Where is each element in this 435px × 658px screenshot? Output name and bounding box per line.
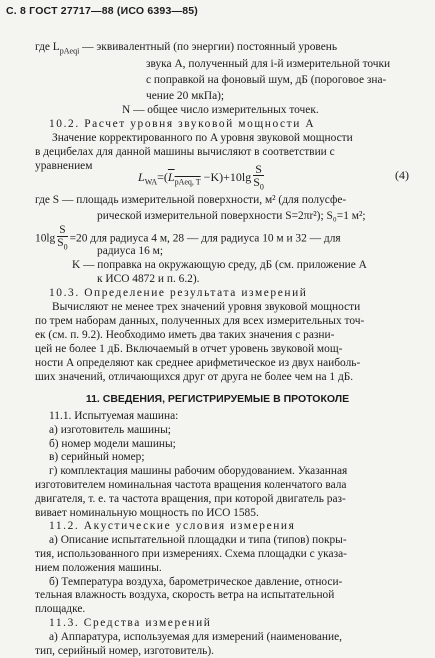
text-line: тип, серийный номер, изготовитель).: [35, 644, 215, 657]
equation-4: $L_{WA}=(L_{pAeq, T} -K)+10\lg$ $\frac{S}{S_0}$: [138, 162, 264, 192]
text-line: двигателя, т. е. та частота вращения, при которой двигатель раз-: [35, 492, 346, 505]
text-line: чение 20 мкПа);: [146, 90, 225, 102]
text-line: с поправкой на фоновый шум, дБ (пороговое зна-: [146, 74, 387, 86]
text-line: тия, использованного при измерениях. Схема площадки с указа-: [35, 548, 347, 560]
text-line: 11.1. Испытуемая машина:: [49, 410, 179, 422]
section-heading: 10.3. Определение результата измерений: [49, 287, 308, 299]
text-line: звука A, полученный для i-й измерительной точки: [146, 58, 391, 70]
text-line: ек (см. п. 9.2). Необходимо иметь два таких значения с разни-: [35, 329, 335, 341]
text-line: где $L_{pAeqi}$ — эквивалентный (по энергии) постоянный уровень: [35, 41, 338, 56]
list-item: а) изготовитель машины;: [49, 423, 171, 436]
chapter-heading: 11. СВЕДЕНИЯ, РЕГИСТРИРУЕМЫЕ В ПРОТОКОЛЕ: [85, 393, 350, 405]
text-line: 10lg $\frac{S}{S_0}$ =20 для радиуса 4 м, 28 — для радиуса 10 м и 32 — для: [35, 224, 341, 252]
list-item: г) комплектация машины рабочим оборудованием. Указанная: [49, 465, 348, 478]
text-line: ших значений, отличающихся друг от друга не более чем на 1 дБ.: [35, 371, 354, 383]
list-item: б) номер модели машины;: [49, 437, 176, 450]
section-heading: 11.3. Средства измерений: [49, 617, 212, 629]
equation-number: (4): [395, 168, 409, 182]
list-item: в) серийный номер;: [49, 451, 145, 464]
text-line: вивает номинальную мощность по ИСО 1585.: [35, 506, 259, 519]
text-line: тельная влажность воздуха, скорость ветра на испытательной: [35, 589, 335, 602]
section-heading: 11.2. Акустические условия измерения: [49, 520, 296, 533]
text-line: нием положения машины.: [35, 561, 162, 574]
text-line: изготовителем номинальная частота вращения коленчатого вала: [35, 479, 347, 491]
text-line: радиуса 16 м;: [97, 245, 164, 257]
page-header: С. 8 ГОСТ 27717—88 (ИСО 6393—85): [6, 5, 198, 17]
text-line: Вычисляют не менее трех значений уровня звуковой мощности: [52, 301, 361, 313]
text-line: Значение корректированного по A уровня звуковой мощности: [52, 132, 353, 144]
text-line: N — общее число измерительных точек.: [122, 104, 319, 116]
text-line: ности A определяют как среднее арифметическое из двух наиболь-: [35, 357, 361, 369]
text-line: площадке.: [35, 603, 86, 616]
text-line: рической измерительной поверхности S=2πr²); S₀=1 м²;: [97, 210, 366, 222]
list-item: б) Температура воздуха, барометрическое давление, относи-: [49, 575, 343, 588]
text-line: по трем наборам данных, полученных для всех измерительных точ-: [35, 315, 365, 327]
text-line: K — поправка на окружающую среду, дБ (см. приложение A: [72, 259, 367, 271]
list-item: а) Описание испытательной площадки и типа (типов) покры-: [49, 534, 347, 547]
text-line: цей не более 1 дБ. Включаемый в отчет уровень звуковой мощ-: [35, 343, 343, 355]
text-line: в децибелах для данной машины вычисляют в соответствии с: [35, 146, 335, 158]
text-line: уравнением: [35, 160, 93, 172]
text-line: где S — площадь измерительной поверхности, м² (для полусфе-: [35, 194, 347, 206]
section-heading: 10.2. Расчет уровня звуковой мощности A: [49, 118, 316, 130]
text-line: к ИСО 4872 и п. 6.2).: [97, 273, 200, 285]
list-item: а) Аппаратура, используемая для измерений (наименование,: [49, 630, 343, 643]
